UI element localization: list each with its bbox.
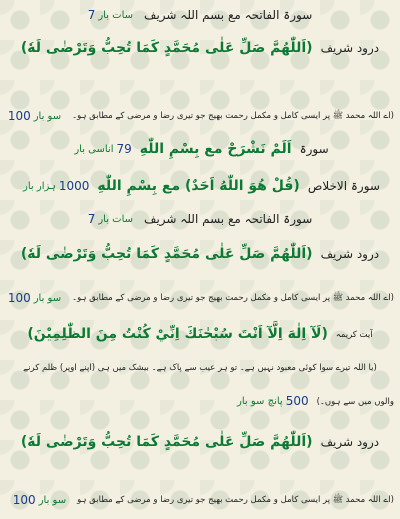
count-word: سو بار <box>33 292 62 304</box>
count-word: سات بار <box>98 9 134 21</box>
arabic-text: (اَللّٰهُمَّ صَلِّ عَلٰى مُحَمَّدٍ كَمَا تُحِبُّ وَتَرْضٰى لَهٗ) <box>20 40 313 56</box>
line-prefix: درود شریف <box>320 247 380 261</box>
line-prefix: آیت کریمہ <box>335 329 373 340</box>
line-fatiha-2 <box>6 206 394 232</box>
arabic-text: (اَللّٰهُمَّ صَلِّ عَلٰى مُحَمَّدٍ كَمَا تُحِبُّ وَتَرْضٰى لَهٗ) <box>20 434 313 450</box>
line-translation-3 <box>6 488 394 512</box>
line-alam-nashrah <box>6 134 394 164</box>
line-ikhlas <box>6 170 394 202</box>
line-durood-1 <box>6 30 394 66</box>
line-translation-2 <box>6 286 394 310</box>
count-number: 100 <box>7 109 31 123</box>
translation-text: (اے اللہ محمد ﷺ پر ایسی کامل و مکمل رحمت بھیج جو تیری رضا و مرضی کے مطابق ہو <box>77 494 394 505</box>
line-ayat-translation-1 <box>6 356 394 378</box>
line-prefix: درود شریف <box>320 41 380 55</box>
count-number: 79 <box>116 142 132 156</box>
arabic-text: اَلَمْ نَشْرَحْ مع بِسْمِ اللّٰهِ <box>139 141 292 157</box>
line-fatiha-1 <box>6 2 394 28</box>
count-word: سو بار <box>33 110 62 122</box>
line-label: سورۃ الفاتحہ مع بسم اللہ شریف <box>144 8 313 22</box>
count-number: 500 <box>285 394 309 408</box>
arabic-text: (لَآ اِلٰهَ اِلَّآ اَنْتَ سُبْحٰنَكَ اِنِّيْ كُنْتُ مِنَ الظّٰلِمِيْنَ) <box>27 326 328 342</box>
count-word: سات بار <box>98 213 134 225</box>
arabic-text: (قُلْ هُوَ اللّٰهُ اَحَدٌ) مع بِسْمِ اللّٰهِ <box>97 178 300 194</box>
translation-text: والوں میں سے ہوں۔) <box>316 396 394 407</box>
count-word: ہزار بار <box>23 180 56 192</box>
count-number: 100 <box>12 493 36 507</box>
line-durood-2 <box>6 236 394 272</box>
arabic-text: (اَللّٰهُمَّ صَلِّ عَلٰى مُحَمَّدٍ كَمَا تُحِبُّ وَتَرْضٰى لَهٗ) <box>20 246 313 262</box>
translation-text: (اے اللہ محمد ﷺ پر ایسی کامل و مکمل رحمت بھیج جو تیری رضا و مرضی کے مطابق ہو۔ <box>72 292 394 303</box>
count-word: پانچ سو بار <box>237 395 283 407</box>
line-label: سورۃ الفاتحہ مع بسم اللہ شریف <box>144 212 313 226</box>
count-number: 100 <box>7 291 31 305</box>
line-durood-3 <box>6 424 394 460</box>
count-number: 7 <box>87 212 96 226</box>
line-ayat-karima <box>6 318 394 350</box>
translation-text: (یا اللہ تیرے سوا کوئی معبود نہیں ہے۔ تو ہر عیب سے پاک ہے۔ بیشک میں ہی (اپنے اوپر) ظلم کرنے <box>23 362 377 373</box>
line-translation-1 <box>6 104 394 128</box>
count-number: 1000 <box>58 179 90 193</box>
line-ayat-translation-2 <box>6 390 394 412</box>
count-word: اناسی بار <box>74 143 114 155</box>
line-label: سورۃ <box>299 142 329 156</box>
line-prefix: درود شریف <box>320 435 380 449</box>
translation-text: (اے اللہ محمد ﷺ پر ایسی کامل و مکمل رحمت بھیج جو تیری رضا و مرضی کے مطابق ہو۔ <box>72 110 394 121</box>
count-word: سو بار <box>38 494 67 506</box>
count-number: 7 <box>87 8 96 22</box>
line-label: سورۃ الاخلاص <box>307 179 380 193</box>
